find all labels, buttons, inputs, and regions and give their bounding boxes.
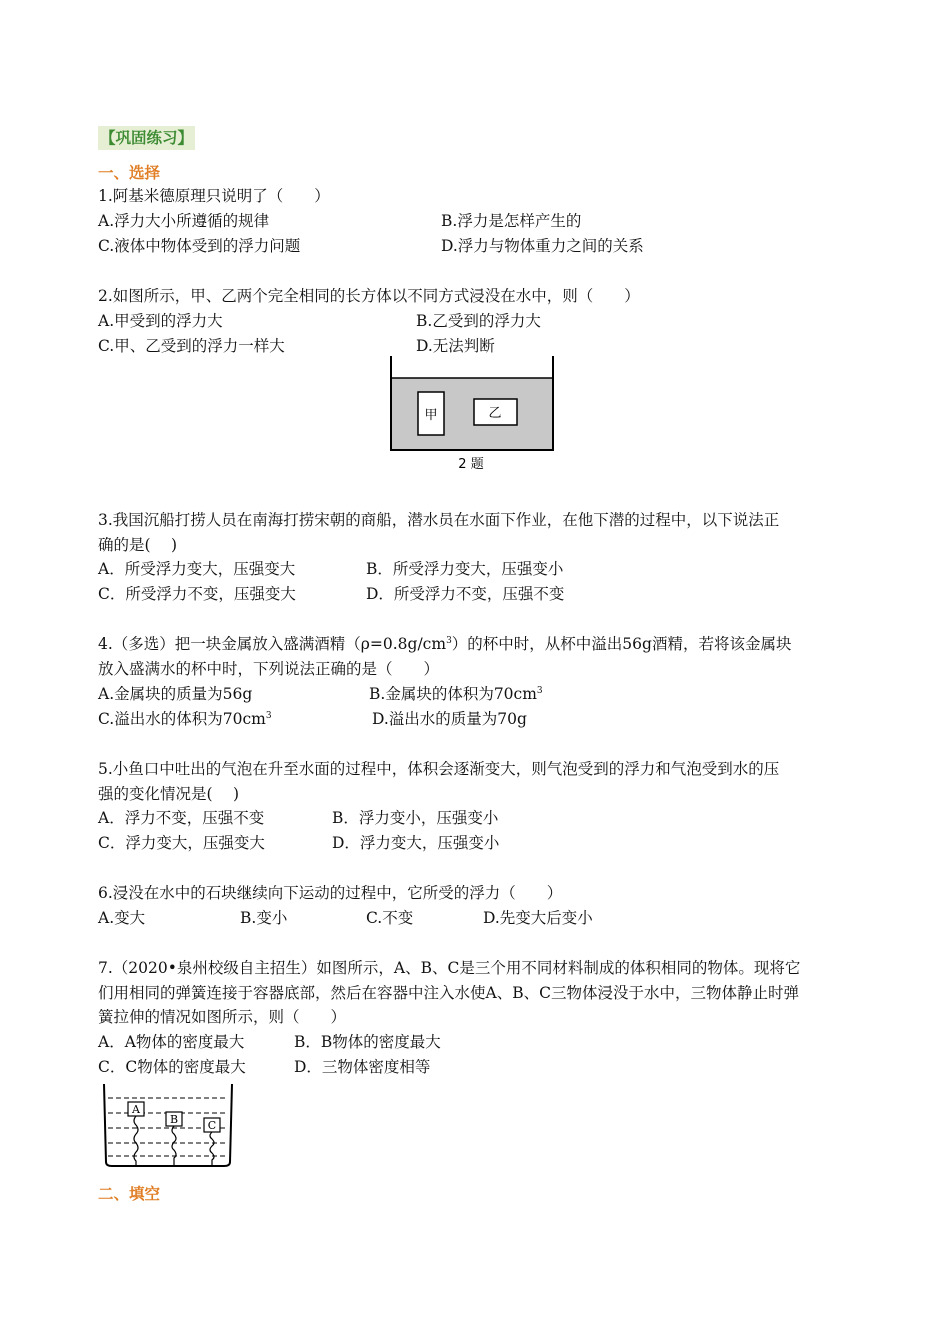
q7-option-a: A．A物体的密度最大: [98, 1033, 245, 1051]
q7-spring-b: [172, 1126, 176, 1166]
q4-stem-line1-post: ）的杯中时，从杯中溢出56g酒精，若将该金属块: [451, 635, 792, 653]
q5-stem-line2: 强的变化情况是( ): [98, 785, 240, 803]
q7-spring-a: [134, 1116, 138, 1166]
q5-option-a: A．浮力不变，压强不变: [98, 809, 265, 827]
q3-option-c: C．所受浮力不变，压强变大: [98, 585, 296, 603]
q4-option-a: A.金属块的质量为56g: [98, 685, 253, 703]
q3-stem-line1: 3.我国沉船打捞人员在南海打捞宋朝的商船，潜水员在水面下作业，在他下潜的过程中，以下说法正: [98, 511, 780, 529]
section-fill-heading: 二、填空: [98, 1185, 161, 1203]
q7-figure: [100, 1082, 240, 1172]
q4-stem-line1: [98, 634, 791, 654]
q2-option-d: D.无法判断: [416, 337, 495, 355]
q2-label-jia: 甲: [424, 408, 438, 423]
q5-option-c: C．浮力变大，压强变大: [98, 834, 265, 852]
q5-option-b: B．浮力变小，压强变小: [332, 809, 499, 827]
q1-stem: 1.阿基米德原理只说明了（ ）: [98, 187, 330, 205]
q7-option-c: C．C物体的密度最大: [98, 1058, 246, 1076]
q3-option-b: B．所受浮力变大，压强变小: [366, 560, 564, 578]
q1-option-a: A.浮力大小所遵循的规律: [98, 212, 270, 230]
q2-caption: 2 题: [458, 457, 484, 472]
q6-stem: 6.浸没在水中的石块继续向下运动的过程中，它所受的浮力（ ）: [98, 884, 563, 902]
q7-option-d: D．三物体密度相等: [294, 1058, 431, 1076]
q7-option-b: B．B物体的密度最大: [294, 1033, 441, 1051]
q4-option-d: D.溢出水的质量为70g: [372, 710, 527, 728]
q6-option-a: A.变大: [98, 909, 146, 927]
q4-option-c-text: C.溢出水的体积为70cm: [98, 710, 266, 728]
q3-stem-line2: 确的是( ): [98, 536, 178, 554]
q4-option-c-sup: 3: [265, 710, 272, 721]
q2-option-c: C.甲、乙受到的浮力一样大: [98, 337, 285, 355]
q1-option-d: D.浮力与物体重力之间的关系: [441, 237, 644, 255]
q1-option-b: B.浮力是怎样产生的: [441, 212, 582, 230]
q6-option-d: D.先变大后变小: [483, 909, 593, 927]
q4-option-c: [98, 709, 272, 729]
q2-option-b: B.乙受到的浮力大: [416, 312, 541, 330]
q7-stem-line2: 们用相同的弹簧连接于容器底部，然后在容器中注入水使A、B、C三物体浸没于水中，三物体静止时弹: [98, 984, 799, 1002]
q3-option-d: D．所受浮力不变，压强不变: [366, 585, 565, 603]
q1-option-c: C.液体中物体受到的浮力问题: [98, 237, 301, 255]
q5-stem-line1: 5.小鱼口中吐出的气泡在升至水面的过程中，体积会逐渐变大，则气泡受到的浮力和气泡受到水的压: [98, 760, 780, 778]
q4-stem-line1-sup: 3: [446, 635, 452, 646]
q5-option-d: D．浮力变大，压强变小: [332, 834, 500, 852]
q4-option-b: [369, 684, 543, 704]
q6-option-b: B.变小: [240, 909, 288, 927]
q2-label-yi: 乙: [488, 406, 502, 421]
q4-option-b-text: B.金属块的体积为70cm: [369, 685, 537, 703]
q7-spring-c: [210, 1132, 214, 1166]
q7-stem-line1: 7.（2020•泉州校级自主招生）如图所示，A、B、C是三个用不同材料制成的体积相同的物体。现将它: [98, 959, 801, 977]
practice-title: 【巩固练习】: [98, 126, 195, 150]
q4-option-b-sup: 3: [536, 685, 543, 696]
q2-water: [391, 378, 553, 450]
q2-option-a: A.甲受到的浮力大: [98, 312, 223, 330]
q7-label-c: C: [207, 1119, 217, 1132]
q2-figure: [385, 354, 565, 476]
q6-option-c: C.不变: [366, 909, 414, 927]
q3-option-a: A．所受浮力变大，压强变大: [98, 560, 296, 578]
q7-stem-line3: 簧拉伸的情况如图所示，则（ ）: [98, 1008, 347, 1026]
q2-stem: 2.如图所示，甲、乙两个完全相同的长方体以不同方式浸没在水中，则（ ）: [98, 287, 640, 305]
q7-label-a: A: [132, 1103, 140, 1116]
section-choice-heading: 一、选择: [98, 164, 161, 182]
q4-stem-line1-pre: 4.（多选）把一块金属放入盛满酒精（ρ=0.8g/cm: [98, 635, 447, 653]
q4-stem-line2: 放入盛满水的杯中时，下列说法正确的是（ ）: [98, 660, 440, 678]
q7-label-b: B: [169, 1113, 179, 1126]
